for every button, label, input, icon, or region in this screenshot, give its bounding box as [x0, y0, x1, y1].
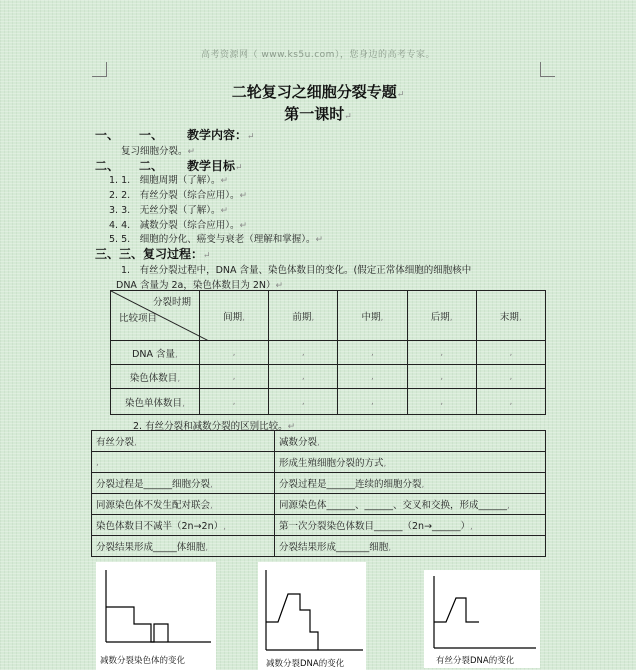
mitosis-meiosis-comparison-table [91, 430, 546, 557]
objective-item: 3. 3. 无丝分裂（了解）。↵ [109, 205, 229, 216]
table-cell[interactable]: , [476, 389, 545, 415]
margin-corner-right [540, 62, 555, 77]
table-row [92, 473, 546, 494]
table-cell[interactable]: , [476, 365, 545, 389]
section-3-heading: 三、三、复习过程：↵ [95, 247, 211, 261]
row-label: 染色单体数目, [111, 389, 200, 415]
meiosis-chromosome-chart [96, 562, 216, 670]
section-2-heading: 二、 二、 教学目标↵ [95, 159, 243, 173]
corner-label-item: 比较项目 [119, 313, 158, 324]
phase-header: 间期, [200, 291, 269, 341]
table-cell[interactable]: , [407, 365, 476, 389]
question-1-line-1: 1. 有丝分裂过程中，DNA 含量、染色体数目的变化。(假定正常体细胞的细胞核中 [121, 265, 472, 276]
section-1-content: 复习细胞分裂。↵ [121, 146, 196, 157]
dna-curve [434, 598, 479, 622]
table-row [111, 389, 546, 415]
meiosis-cell: 形成生殖细胞分裂的方式, [275, 452, 546, 473]
table-row [92, 431, 546, 452]
chart-drawing [258, 562, 366, 670]
table-cell[interactable]: , [200, 365, 269, 389]
meiosis-dna-chart [258, 562, 366, 670]
table-cell[interactable]: , [338, 389, 407, 415]
question-1-line-2: DNA 含量为 2a，染色体数目为 2N）↵ [116, 280, 284, 291]
mitosis-cell: 同源染色体不发生配对联会, [92, 494, 275, 515]
corner-label-phase: 分裂时期 [152, 297, 191, 308]
meiosis-cell: 分裂结果形成_______细胞, [275, 536, 546, 557]
table-cell[interactable]: , [269, 365, 338, 389]
phase-header: 前期, [269, 291, 338, 341]
objective-item: 4. 4. 减数分裂（综合应用）。↵ [109, 220, 248, 231]
table-row [111, 365, 546, 389]
row-label: 染色体数目, [111, 365, 200, 389]
chart-caption: 有丝分裂DNA的变化 [436, 656, 515, 666]
chart-caption: 减数分裂DNA的变化 [266, 659, 345, 669]
table-row [92, 452, 546, 473]
table-row [92, 515, 546, 536]
table-cell[interactable]: , [200, 341, 269, 365]
meiosis-cell: 减数分裂, [275, 431, 546, 452]
table-header-row [111, 291, 546, 341]
table-row [92, 494, 546, 515]
table-cell[interactable]: , [269, 341, 338, 365]
question-2: 2. 有丝分裂和减数分裂的区别比较。↵ [133, 421, 296, 432]
phase-header: 后期, [407, 291, 476, 341]
table-row [111, 341, 546, 365]
phase-header: 中期, [338, 291, 407, 341]
dna-chromosome-table [110, 290, 546, 415]
table-cell[interactable]: , [476, 341, 545, 365]
objective-item: 2. 2. 有丝分裂（综合应用）。↵ [109, 190, 248, 201]
table-cell[interactable]: , [407, 341, 476, 365]
table-cell[interactable]: , [338, 341, 407, 365]
chromosome-curve [106, 607, 168, 642]
document-title: 二轮复习之细胞分裂专题↵ [231, 83, 405, 101]
phase-header: 末期, [476, 291, 545, 341]
row-label: DNA 含量, [111, 341, 200, 365]
mitosis-cell: 染色体数目不减半（2n→2n）, [92, 515, 275, 536]
table-cell[interactable]: , [269, 389, 338, 415]
table-cell[interactable]: , [200, 389, 269, 415]
section-1-heading: 一、 一、 教学内容：↵ [95, 128, 255, 142]
meiosis-cell: 分裂过程是______连续的细胞分裂, [275, 473, 546, 494]
page-header: 高考资源网（ www.ks5u.com），您身边的高考专家。 [201, 50, 435, 60]
meiosis-cell: 第一次分裂染色体数目______（2n→______）, [275, 515, 546, 536]
chart-caption: 减数分裂染色体的变化 [100, 656, 186, 666]
objective-item: 5. 5. 细胞的分化、癌变与衰老（理解和掌握）。↵ [109, 234, 324, 245]
mitosis-cell: 分裂过程是______细胞分裂, [92, 473, 275, 494]
meiosis-cell: 同源染色体______、______、交叉和交换，形成______, [275, 494, 546, 515]
table-cell[interactable]: , [338, 365, 407, 389]
diagonal-header-cell [111, 291, 200, 341]
margin-corner-left [92, 62, 107, 77]
mitosis-cell: 有丝分裂, [92, 431, 275, 452]
document-subtitle: 第一课时↵ [284, 105, 352, 123]
mitosis-dna-chart [424, 570, 540, 668]
mitosis-cell: 分裂结果形成_____体细胞, [92, 536, 275, 557]
table-row [92, 536, 546, 557]
mitosis-cell: , [92, 452, 275, 473]
dna-curve [266, 594, 318, 650]
objective-item: 1. 1. 细胞周期（了解）。↵ [109, 175, 229, 186]
table-cell[interactable]: , [407, 389, 476, 415]
